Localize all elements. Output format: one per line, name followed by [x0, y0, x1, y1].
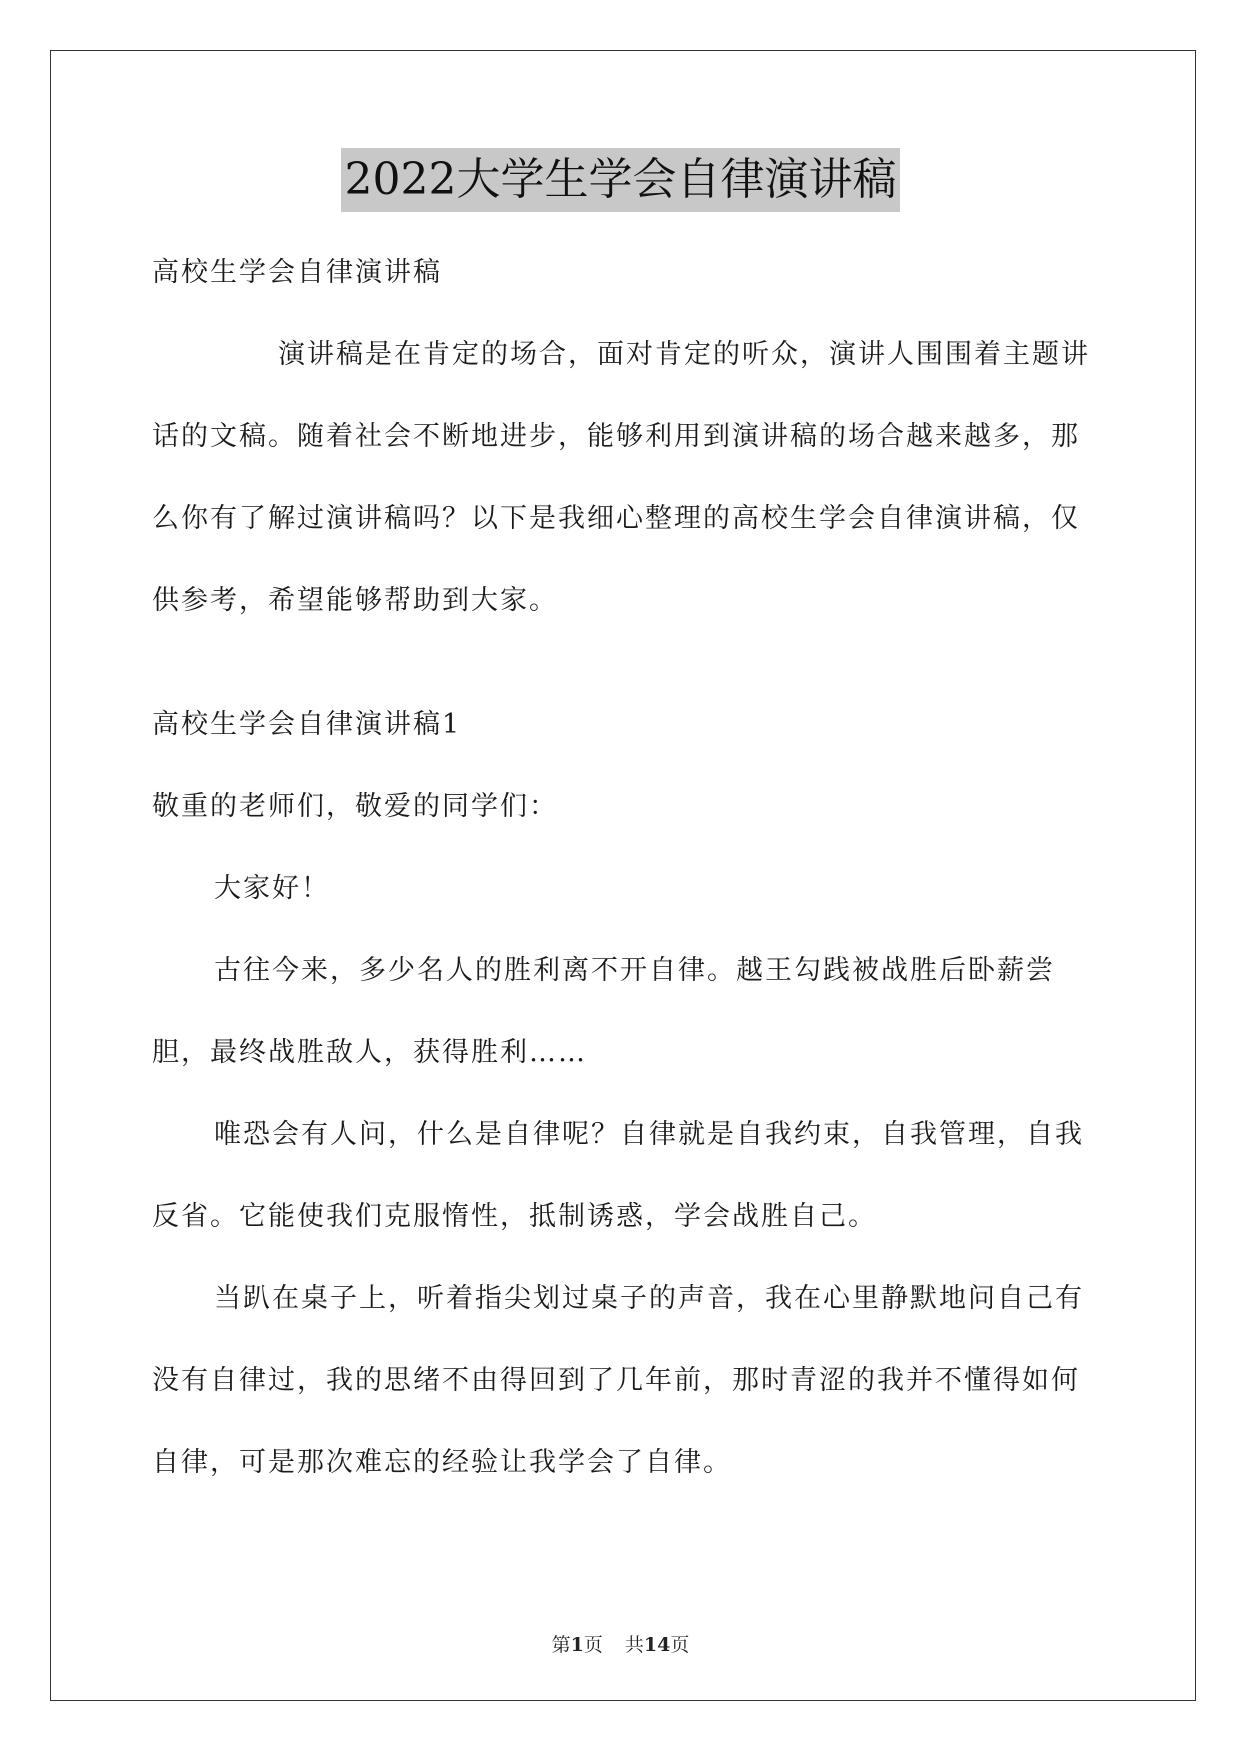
section-heading: 高校生学会自律演讲稿: [152, 257, 442, 288]
body-paragraph: 古往今来，多少名人的胜利离不开自律。越王勾践被战胜后卧薪尝胆，最终战胜敌人，获得胜利……: [152, 955, 1055, 1068]
page-footer: [0, 1630, 1241, 1657]
total-prefix: 共: [624, 1634, 644, 1656]
greeting: 大家好！: [214, 873, 330, 904]
paragraph-gap: [152, 642, 1092, 684]
total-pages-number: 14: [643, 1634, 671, 1656]
page-suffix: 页: [583, 1634, 603, 1656]
title-container: [0, 148, 1241, 212]
document-title: 2022大学生学会自律演讲稿: [341, 148, 901, 212]
speech-heading: 高校生学会自律演讲稿1: [152, 709, 462, 740]
total-suffix: 页: [670, 1634, 690, 1656]
body-paragraph: 唯恐会有人问，什么是自律呢？自律就是自我约束，自我管理，自我反省。它能使我们克服惰性，抵制诱惑，学会战胜自己。: [152, 1119, 1084, 1232]
page-prefix: 第: [551, 1634, 571, 1656]
salutation: 敬重的老师们，敬爱的同学们：: [152, 791, 558, 822]
intro-paragraph: 演讲稿是在肯定的场合，面对肯定的听众，演讲人围围着主题讲话的文稿。随着社会不断地进步，能够利用到演讲稿的场合越来越多，那么你有了解过演讲稿吗？以下是我细心整理的高校生学会自律演讲稿，仅供参考，希望能够帮助到大家。: [152, 339, 1090, 616]
body-paragraph: 当趴在桌子上，听着指尖划过桌子的声音，我在心里静默地问自己有没有自律过，我的思绪不由得回到了几年前，那时青涩的我并不懂得如何自律，可是那次难忘的经验让我学会了自律。: [152, 1283, 1084, 1478]
document-body: [152, 232, 1092, 1504]
current-page-number: 1: [570, 1634, 584, 1656]
